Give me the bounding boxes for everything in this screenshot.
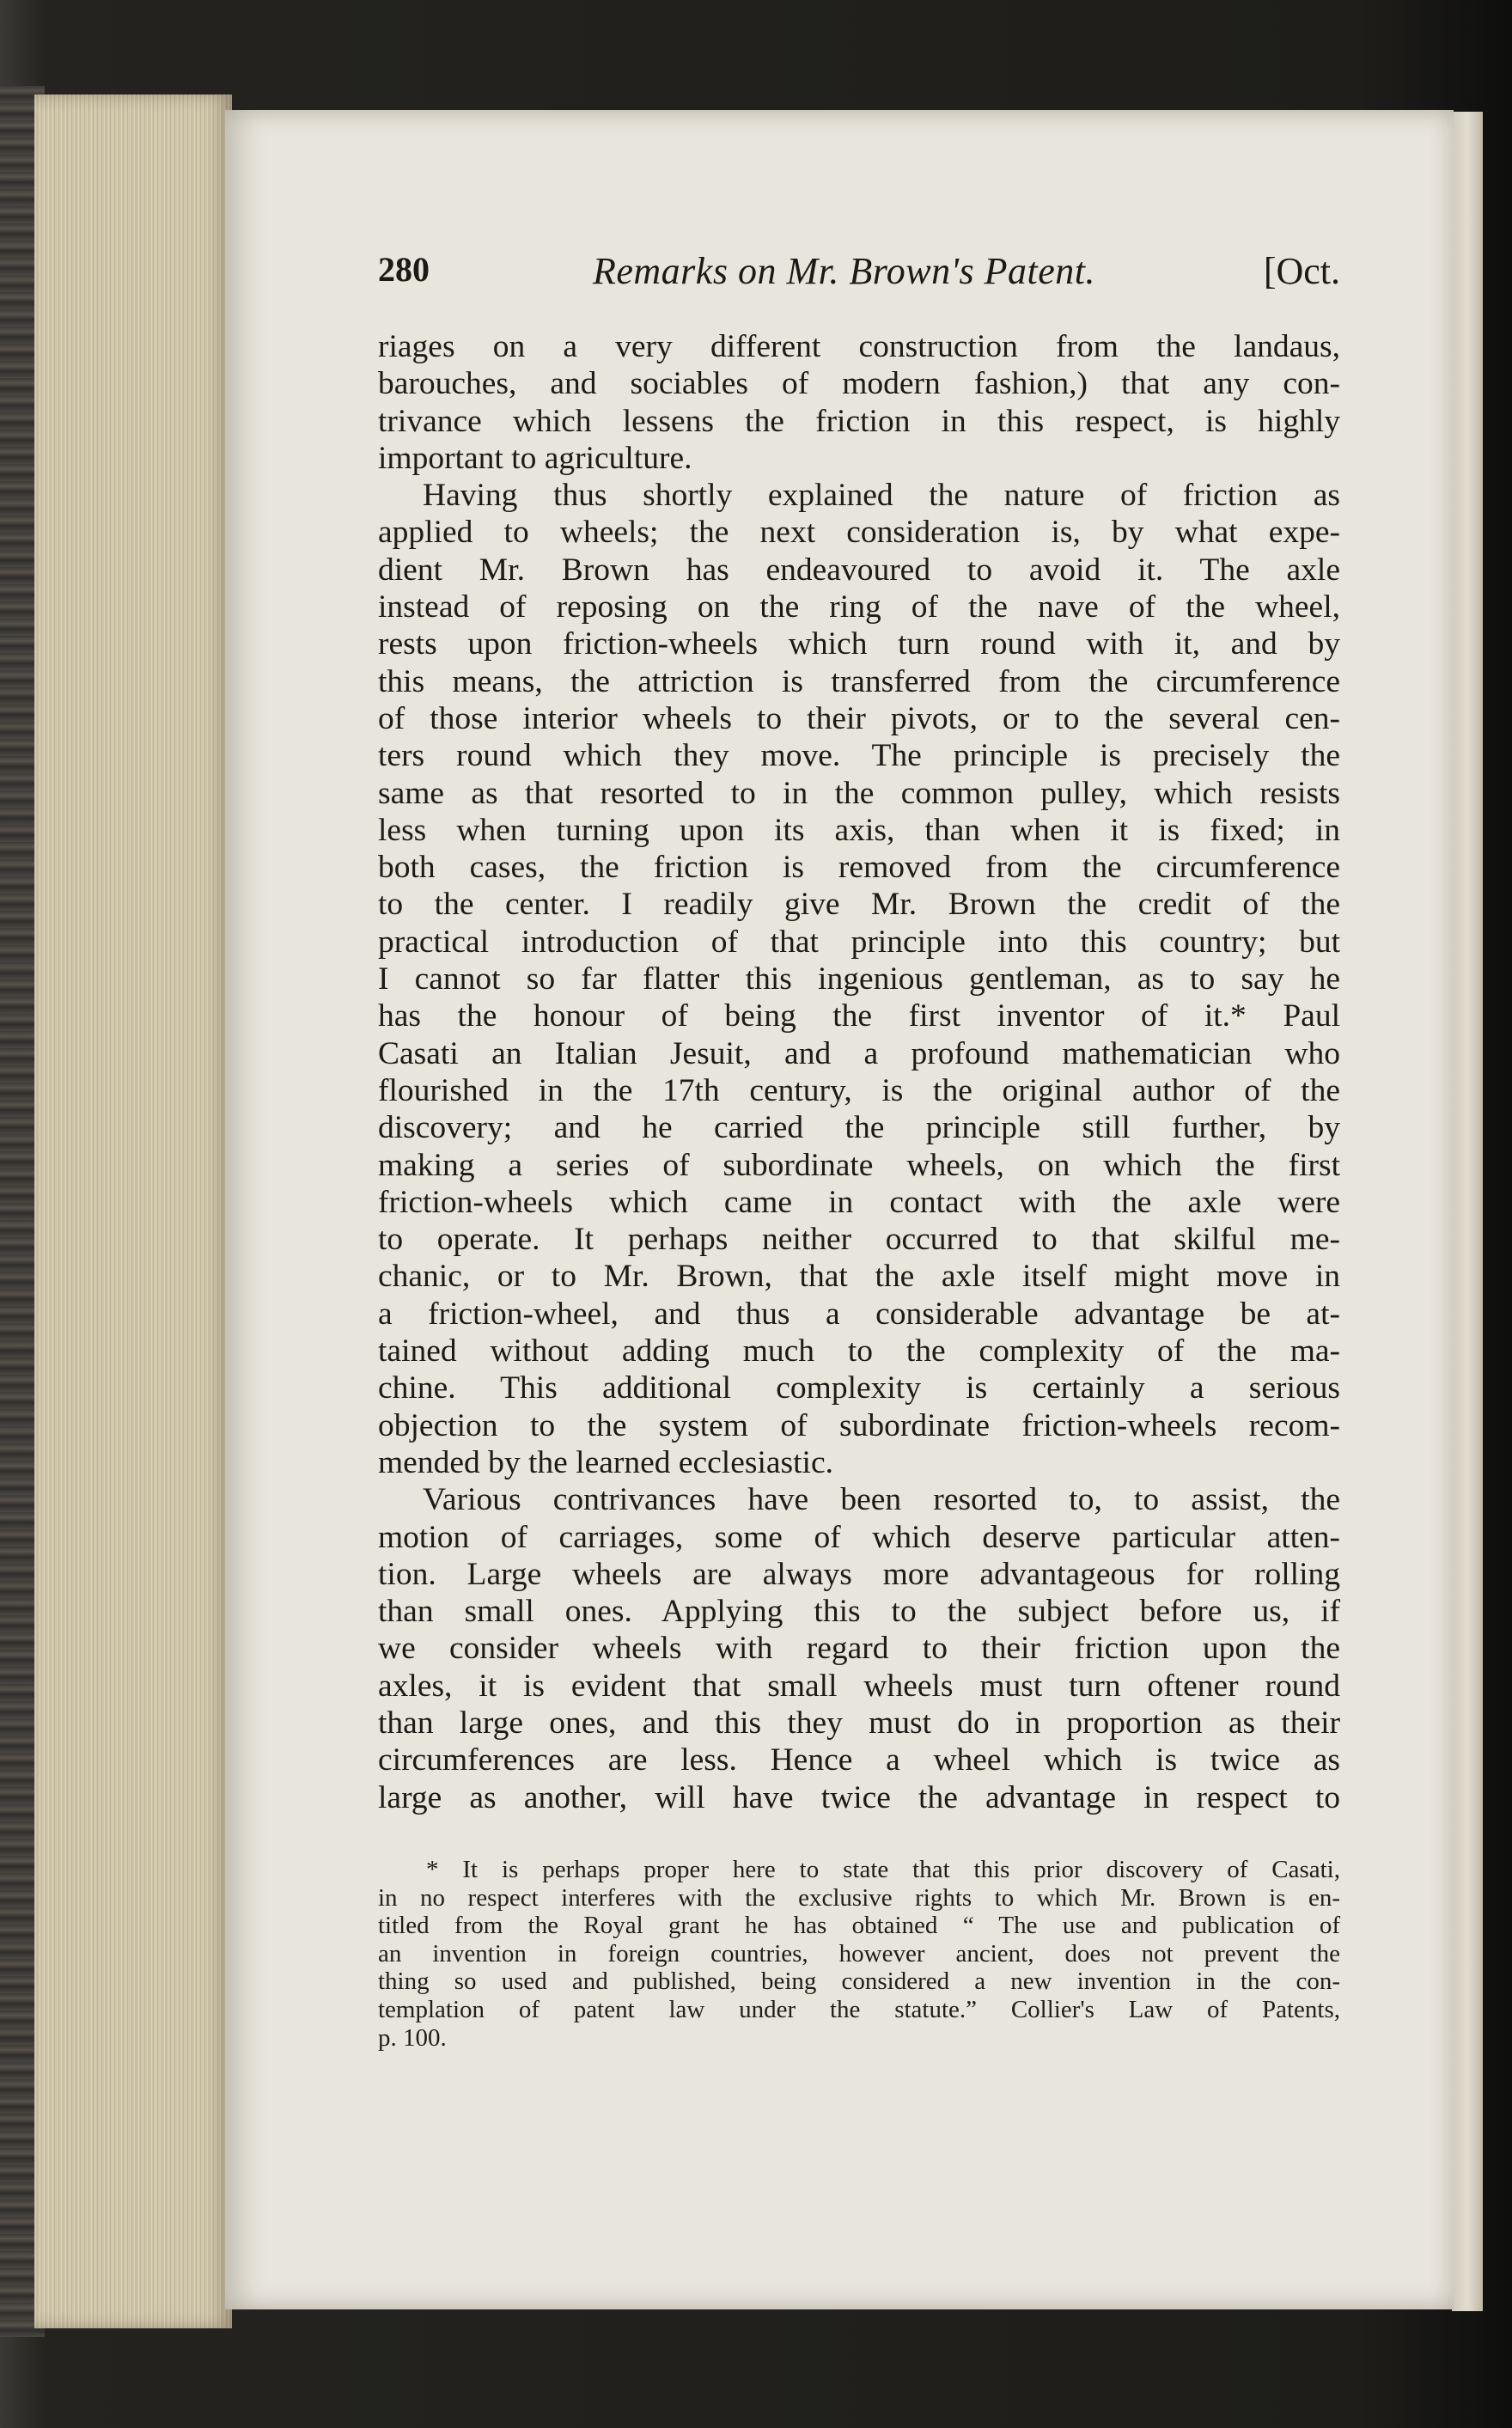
text-line: I cannot so far flatter this ingenious gentleman, as to say he (378, 961, 1340, 997)
footnote-line: * It is perhaps proper here to state that this prior discovery of Casati, (426, 1856, 1340, 1883)
text-line: same as that resorted to in the common pulley, which resists (378, 775, 1340, 811)
text-line: than large ones, and this they must do in proportion as their (378, 1705, 1340, 1741)
text-line: circumferences are less. Hence a wheel which is twice as (378, 1742, 1340, 1778)
text-line: tion. Large wheels are always more advantageous for rolling (378, 1556, 1340, 1592)
text-line: chine. This additional complexity is certainly a serious (378, 1370, 1340, 1406)
text-line: making a series of subordinate wheels, on which the first (378, 1147, 1340, 1183)
text-line: of those interior wheels to their pivots, or to the several cen- (378, 700, 1340, 736)
body-text (378, 328, 1340, 1816)
text-line: a friction-wheel, and thus a considerable advantage be at- (378, 1296, 1340, 1332)
text-line: to the center. I readily give Mr. Brown the credit of the (378, 887, 1340, 923)
running-date: [Oct. (1263, 250, 1340, 292)
footnote-line: titled from the Royal grant he has obtained “ The use and publication of (378, 1912, 1340, 1940)
text-line: axles, it is evident that small wheels must turn oftener round (378, 1668, 1340, 1704)
text-line: Various contrivances have been resorted to, to assist, the (423, 1482, 1340, 1518)
text-line: to operate. It perhaps neither occurred to that skilful me- (378, 1222, 1340, 1258)
text-line: than small ones. Applying this to the subject before us, if (378, 1594, 1340, 1630)
text-line: objection to the system of subordinate friction-wheels recom- (378, 1407, 1340, 1443)
footnote-line: thing so used and published, being considered a new invention in the con- (378, 1967, 1340, 1996)
text-line: barouches, and sociables of modern fashion,) that any con- (378, 366, 1340, 402)
text-line: important to agriculture. (378, 440, 692, 476)
text-line: practical introduction of that principle into this country; but (378, 924, 1340, 960)
footnote (378, 1856, 1340, 2052)
text-line: instead of reposing on the ring of the nave of the wheel, (378, 589, 1340, 625)
text-line: dient Mr. Brown has endeavoured to avoid it. The axle (378, 552, 1340, 588)
text-line: applied to wheels; the next consideration is, by what expe- (378, 515, 1340, 551)
page-number: 280 (378, 250, 430, 289)
text-line: flourished in the 17th century, is the original author of the (378, 1072, 1340, 1108)
footnote-line: in no respect interferes with the exclusive rights to which Mr. Brown is en- (378, 1883, 1340, 1912)
text-line: friction-wheels which came in contact with the axle were (378, 1184, 1340, 1220)
text-line: motion of carriages, some of which deserve particular atten- (378, 1519, 1340, 1555)
footnote-line: p. 100. (378, 2023, 447, 2052)
text-line: discovery; and he carried the principle still further, by (378, 1110, 1340, 1146)
text-line: riages on a very different construction from the landaus, (378, 329, 1340, 364)
footnote-line: templation of patent law under the statute.” Collier's Law of Patents, (378, 1995, 1340, 2023)
running-header (378, 249, 1340, 301)
running-title: Remarks on Mr. Brown's Patent. (593, 250, 1095, 292)
text-line: Casati an Italian Jesuit, and a profound mathematician who (378, 1035, 1340, 1071)
text-line: both cases, the friction is removed from the circumference (378, 850, 1340, 886)
text-line: less when turning upon its axis, than when it is fixed; in (378, 812, 1340, 848)
footnote-line: an invention in foreign countries, however ancient, does not prevent the (378, 1939, 1340, 1967)
facing-page-edge (1452, 112, 1483, 2311)
text-line: rests upon friction-wheels which turn round with it, and by (378, 626, 1340, 662)
text-line: tained without adding much to the complexity of the ma- (378, 1333, 1340, 1370)
page-stack-edge (34, 95, 232, 2328)
text-line: mended by the learned ecclesiastic. (378, 1444, 833, 1480)
text-line: ters round which they move. The principle is precisely the (378, 738, 1340, 774)
text-line: this means, the attriction is transferred from the circumference (378, 663, 1340, 699)
text-line: we consider wheels with regard to their friction upon the (378, 1631, 1340, 1667)
text-line: chanic, or to Mr. Brown, that the axle itself might move in (378, 1259, 1340, 1295)
text-line: trivance which lessens the friction in this respect, is highly (378, 403, 1340, 439)
text-line: large as another, will have twice the advantage in respect to (378, 1779, 1340, 1815)
text-line: has the honour of being the first inventor of it.* Paul (378, 998, 1340, 1034)
text-line: Having thus shortly explained the nature of friction as (423, 478, 1340, 514)
